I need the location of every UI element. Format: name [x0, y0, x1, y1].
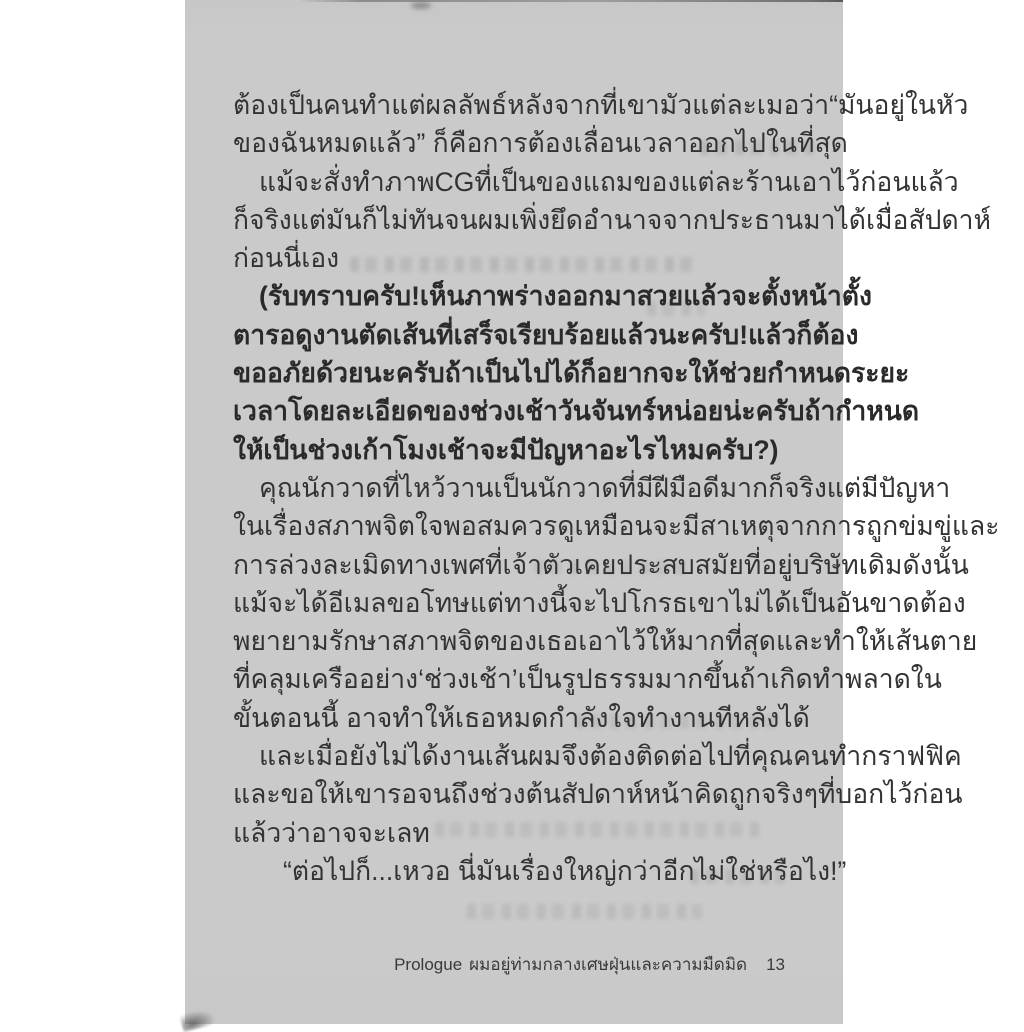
scan-corner-smudge	[179, 1006, 217, 1032]
text-line: ก่อนนี่เอง	[233, 243, 340, 274]
text-line: ต้องเป็นคนทำ แต่ผลลัพธ์หลังจากที่เขามัวแต่ละเมอว่า “มันอยู่ในหัว	[233, 90, 969, 120]
text-line: ขั้นตอนนี้ อาจทำให้เธอหมดกำลังใจทำงานทีหลังได้	[233, 702, 810, 733]
footer-page-number: 13	[766, 955, 785, 974]
scan-top-smudge	[411, 2, 431, 9]
text-line: เวลาโดยละเอียดของช่วงเช้าวันจันทร์หน่อยน่ะครับ ถ้ากำหนด	[233, 396, 920, 427]
text-line: การล่วงละเมิดทางเพศที่เจ้าตัวเคยประสบสมัยที่อยู่บริษัทเดิม ดังนั้น	[233, 549, 969, 580]
footer-chapter-title: ผมอยู่ท่ามกลางเศษฝุ่นและความมืดมิด	[469, 955, 748, 974]
text-line: คุณนักวาดที่ไหว้วานเป็นนักวาดที่มีฝีมือดีมากก็จริง แต่มีปัญหา	[259, 472, 951, 503]
text-line: ที่คลุมเครืออย่าง ‘ช่วงเช้า’ เป็นรูปธรรมมากขึ้น ถ้าเกิดทำพลาดใน	[233, 664, 942, 695]
text-line: แล้วว่าอาจจะเลท	[233, 817, 430, 848]
text-line: ของฉันหมดแล้ว” ก็คือการต้องเลื่อนเวลาออกไปในที่สุด	[233, 128, 848, 159]
text-line: แม้จะสั่งทำภาพ CG ที่เป็นของแถมของแต่ละร้านเอาไว้ก่อนแล้ว	[259, 166, 959, 197]
text-line: และเมื่อยังไม่ได้งานเส้น ผมจึงต้องติดต่อไปที่คุณคนทำกราฟฟิค	[259, 741, 962, 772]
text-line: “ต่อไปก็...เหวอ นี่มันเรื่องใหญ่กว่าอีกไม่ใช่หรือไง!”	[283, 855, 847, 886]
text-line: แม้จะได้อีเมลขอโทษแต่ทางนี้จะไปโกรธเขาไม่ได้เป็นอันขาด ต้อง	[233, 587, 966, 618]
scan-top-edge-shadow	[297, 0, 843, 2]
text-line: และขอให้เขารอจนถึงช่วงต้นสัปดาห์หน้า คิดถูกจริงๆ ที่บอกไว้ก่อน	[233, 779, 963, 810]
text-line: (รับทราบครับ! เห็นภาพร่างออกมาสวยแล้ว จะตั้งหน้าตั้ง	[259, 281, 872, 312]
bleed-through-ghost	[467, 904, 702, 919]
text-line: ก็จริง แต่มันก็ไม่ทัน จนผมเพิ่งยึดอำนาจจากประธานมาได้เมื่อสัปดาห์	[233, 204, 992, 235]
text-line: ขออภัยด้วยนะครับ ถ้าเป็นไปได้ก็อยากจะให้ช่วยกำหนดระยะ	[233, 358, 910, 389]
body-text	[233, 86, 1000, 890]
footer-chapter-label: Prologue	[394, 955, 463, 974]
text-line: ให้เป็นช่วงเก้าโมงเช้าจะมีปัญหาอะไรไหมครับ?)	[233, 434, 779, 465]
text-line: ตารอดูงานตัดเส้นที่เสร็จเรียบร้อยแล้วนะครับ! แล้วก็ต้อง	[233, 319, 859, 350]
text-line: ในเรื่องสภาพจิตใจพอสมควร ดูเหมือนจะมีสาเหตุจากการถูกข่มขู่และ	[233, 511, 1000, 542]
book-page	[185, 0, 1000, 1024]
page-footer	[233, 951, 785, 978]
text-line: พยายามรักษาสภาพจิตของเธอเอาไว้ให้มากที่สุด และทำให้เส้นตาย	[233, 626, 978, 657]
